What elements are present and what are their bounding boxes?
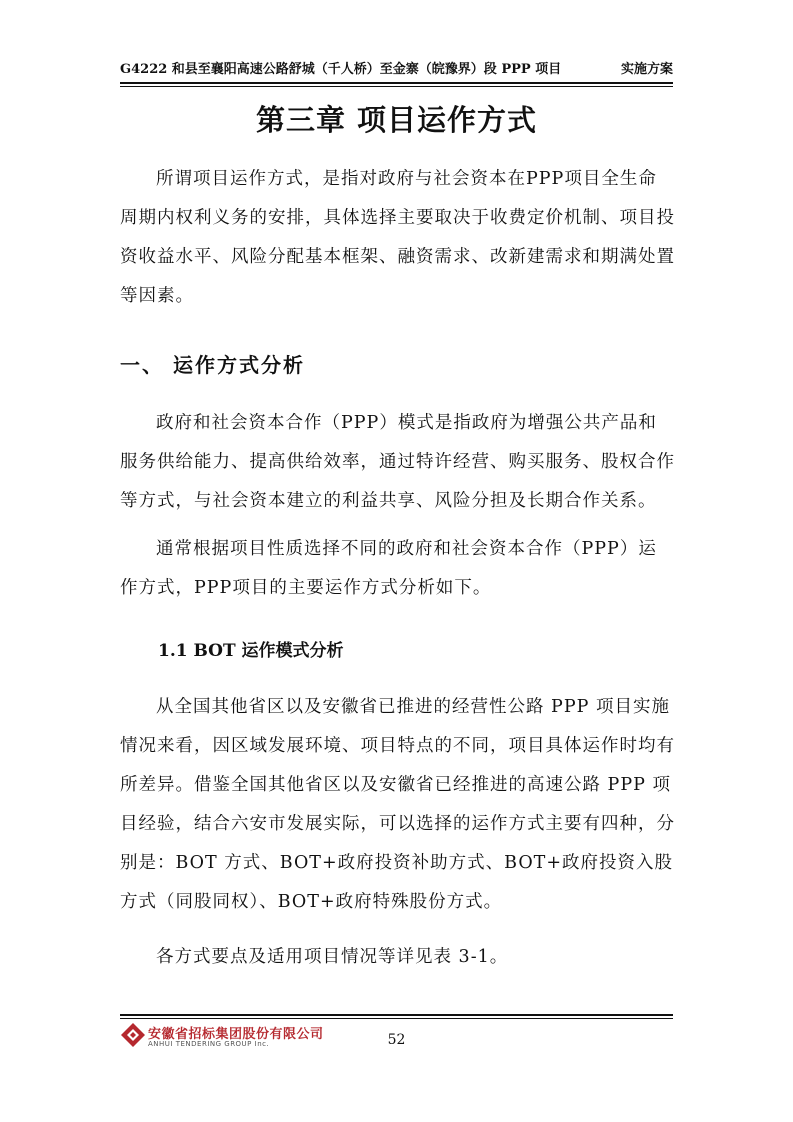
header-doc-type: 实施方案 [620,61,673,77]
body-paragraph: 通常根据项目性质选择不同的政府和社会资本合作（PPP）运作方式，PPP项目的主要运作方式分析如下。 [120,539,657,598]
company-name-en: ANHUI TENDERING GROUP Inc. [148,1040,270,1048]
section-heading: 一、 运作方式分析 [120,353,305,377]
body-paragraph: 政府和社会资本合作（PPP）模式是指政府为增强公共产品和服务供给能力、提高供给效率，通过特许经营、购买服务、股权合作等方式，与社会资本建立的利益共享、风险分担及长期合作关系。 [120,413,675,511]
page-header [120,56,673,78]
body-paragraph: 各方式要点及适用项目情况等详见表 3-1。 [156,947,509,967]
body-paragraph: 从全国其他省区以及安徽省已推进的经营性公路 PPP 项目实施情况来看，因区域发展环境、项目特点的不同，项目具体运作时均有所差异。借鉴全国其他省区以及安徽省已经推进的高速公路 PPP 项目经验，结合六安市发展实际，可以选择的运作方式主要有四种，分别是：BOT 方式、BOT+政府投资补助方式、BOT+政府投资入股方式（同股同权）、BOT+政府特殊股份方式。 [120,697,675,912]
footer-rule [120,1014,673,1016]
subsection-heading: 1.1 BOT 运作模式分析 [158,641,344,661]
footer-rule-thin [120,1018,673,1019]
header-rule [120,82,673,84]
header-rule-thin [120,86,673,87]
header-project-title: G4222 和县至襄阳高速公路舒城（千人桥）至金寨（皖豫界）段 PPP 项目 [120,61,562,77]
intro-paragraph: 所谓项目运作方式，是指对政府与社会资本在PPP项目全生命周期内权利义务的安排，具体选择主要取决于收费定价机制、项目投资收益水平、风险分配基本框架、融资需求、改新建需求和期满处置等因素。 [120,169,675,306]
company-name: 安徽省招标集团股份有限公司 [148,1027,324,1042]
chapter-title: 第三章 项目运作方式 [255,103,538,137]
page-number: 52 [387,1032,406,1048]
